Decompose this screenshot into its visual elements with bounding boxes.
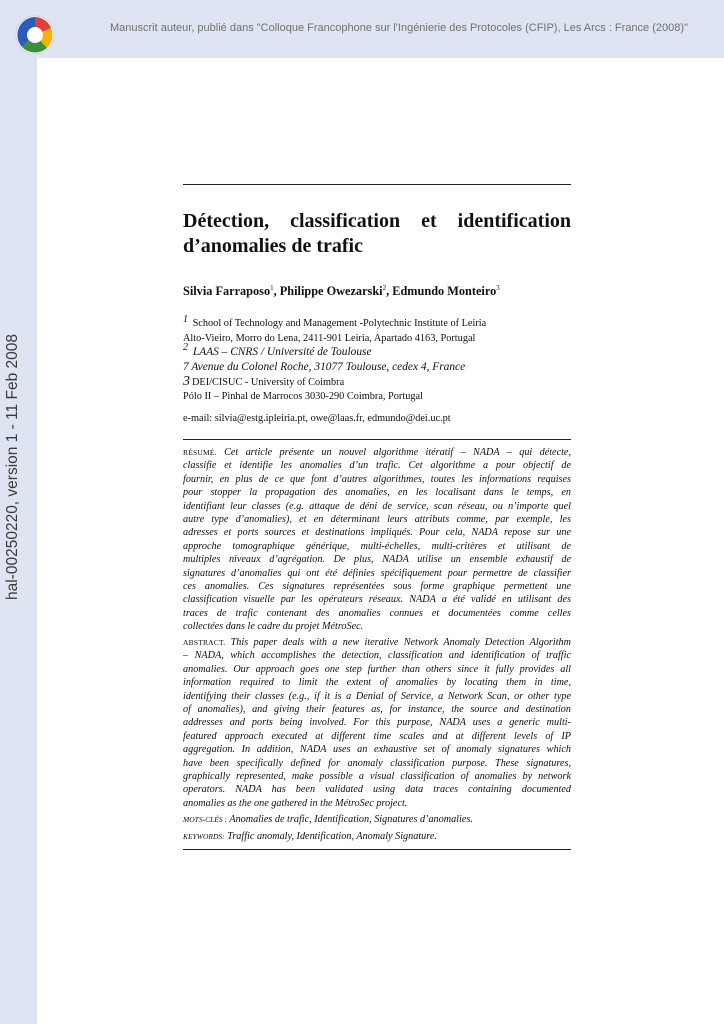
resume-line: signatures d’anomalies qui ont été définies spécifiquement pour permettre de classifier <box>183 567 571 579</box>
abstract-line: featured approach executed at different time scales and at different levels of IP <box>183 730 571 742</box>
affiliation-3-line-2: Pólo II – Pinhal de Marrocos 3030-290 Coimbra, Portugal <box>183 391 423 402</box>
bottom-rule <box>183 849 571 850</box>
resume-line: classifie et identifie les anomalies d’un trafic. Cet algorithme a pour objectif de <box>183 460 571 472</box>
ccsd-logo-icon <box>14 14 56 56</box>
top-rule <box>183 184 571 185</box>
author-affiliation-mark: 2 <box>382 283 387 292</box>
affiliation-number: 1 <box>183 313 188 325</box>
title-line-1: Détection, classification et identification <box>183 210 571 232</box>
resume-label: RÉSUMÉ. <box>183 448 217 457</box>
abstract-line: graphically represented, make possible a visual classification of anomalies by network <box>183 771 571 783</box>
paper-title <box>183 209 571 259</box>
resume-line: fournir, en plus de ce que font d’autres algorithmes, toutes les informations requises <box>183 473 571 485</box>
resume-line <box>183 446 571 459</box>
resume-line: adresses et ports sources et destinations impliqués. Pour cela, NADA repose sur une <box>183 527 571 539</box>
abstract-line-text: This paper deals with a new iterative Network Anomaly Detection Algorithm <box>230 637 571 648</box>
title-line-2: d’anomalies de trafic <box>183 235 363 257</box>
resume-line: pour stopper la propagation des anomalies, en les localisant dans le temps, en <box>183 487 571 499</box>
affiliation-3-line-1 <box>183 374 344 390</box>
abstract-line: anomalies as the one gathered in the MétroSec project. <box>183 797 408 809</box>
affiliation-text: LAAS – CNRS / Université de Toulouse <box>192 346 372 358</box>
affiliation-number: 2 <box>183 342 188 354</box>
resume-line-text: Cet article présente un nouvel algorithme itératif – NADA – qui détecte, <box>224 447 572 458</box>
abstract-line: identifying their classes (e.g., if it is a Denial of Service, a Network Scan, or other type <box>183 690 571 702</box>
resume-line: identifiant leur classes (e.g. attaque de déni de service, scan réseau, ou n’importe quel <box>183 500 571 512</box>
author-name: Silvia Farraposo <box>183 284 271 298</box>
abstract-line: addresses and ports being involved. For this purpose, NADA uses a generic multi- <box>183 717 571 729</box>
abstract-line: have been specifically defined for anomaly classification purpose. These signatures, <box>183 757 571 769</box>
mots-cles-label: MOTS-CLÉS : <box>183 815 227 824</box>
resume-line: autre type d’anomalies), et en déterminant leurs attributs comme, par exemple, les <box>183 514 571 526</box>
resume-block <box>183 446 571 634</box>
abstract-line: anomalies. Our approach goes one step further than others since it fully provides all <box>183 663 571 675</box>
resume-line: collectées dans le cadre du projet MétroSec. <box>183 621 364 633</box>
abstract-top-rule <box>183 439 571 440</box>
abstract-block <box>183 636 571 810</box>
abstract-label: ABSTRACT. <box>183 638 226 647</box>
affiliation-1-line-2: Alto-Vieiro, Morro do Lena, 2411-901 Leiria, Apartado 4163, Portugal <box>183 333 476 344</box>
keywords-label: KEYWORDS: <box>183 832 225 841</box>
manuscript-note: Manuscrit auteur, publié dans "Colloque Francophone sur l'Ingénierie des Protocoles (CFIP), Les Arcs : France (2008)" <box>110 22 688 34</box>
abstract-line <box>183 636 571 649</box>
affiliation-1-line-1 <box>183 313 487 329</box>
mots-cles-line <box>183 814 473 825</box>
hal-identifier: hal-00250220, version 1 - 11 Feb 2008 <box>4 334 21 600</box>
author-separator: , <box>273 284 280 298</box>
keywords-line <box>183 831 437 842</box>
affiliation-text: DEI/CISUC - University of Coimbra <box>192 377 345 388</box>
author-name: Edmundo Monteiro <box>392 284 497 298</box>
abstract-line: – NADA, which accomplishes the detection, classification and identification of traffic <box>183 650 571 662</box>
resume-line: classification visuelle par les opérateurs réseaux. NADA a été validé en utilisant des <box>183 594 571 606</box>
resume-line: approche tomographique générique, multi-échelles, multi-critères et utilisant de <box>183 540 571 552</box>
abstract-line: aggregation. In addition, NADA uses an exhaustive set of anomaly signatures which <box>183 744 571 756</box>
resume-line: ces anomalies. Ces signatures représentées sous forme graphique permettent une <box>183 581 571 593</box>
author-affiliation-mark: 3 <box>496 283 500 292</box>
affiliation-2-line-2: 7 Avenue du Colonel Roche, 31077 Toulouse, cedex 4, France <box>183 361 466 373</box>
abstract-line: information required to limit the extent of anomalies by locating them in time, <box>183 677 571 689</box>
affiliation-number: 3 <box>183 374 190 389</box>
abstract-line: of anomalies), and giving their features as, for instance, the source and destination <box>183 704 571 716</box>
affiliation-2-line-1 <box>183 342 372 358</box>
author-name: Philippe Owezarski <box>279 284 383 298</box>
author-affiliation-mark: 1 <box>270 283 274 292</box>
email-line: e-mail: silvia@estg.ipleiria.pt, owe@laas.fr, edmundo@dei.uc.pt <box>183 413 451 424</box>
abstract-line: operators. NADA has been validated using data traces containing documented <box>183 784 571 796</box>
author-list <box>183 284 500 299</box>
author-separator: , <box>386 284 393 298</box>
keywords-text: Traffic anomaly, Identification, Anomaly Signature. <box>227 831 437 842</box>
resume-line: traces de trafic contenant des anomalies connues et documentées comme celles <box>183 607 571 619</box>
mots-cles-text: Anomalies de trafic, Identification, Signatures d’anomalies. <box>229 814 473 825</box>
affiliation-text: School of Technology and Management -Polytechnic Institute of Leiria <box>192 318 487 329</box>
resume-line: multiples niveaux d’agrégation. De plus, NADA utilise un ensemble exhaustif de <box>183 554 571 566</box>
